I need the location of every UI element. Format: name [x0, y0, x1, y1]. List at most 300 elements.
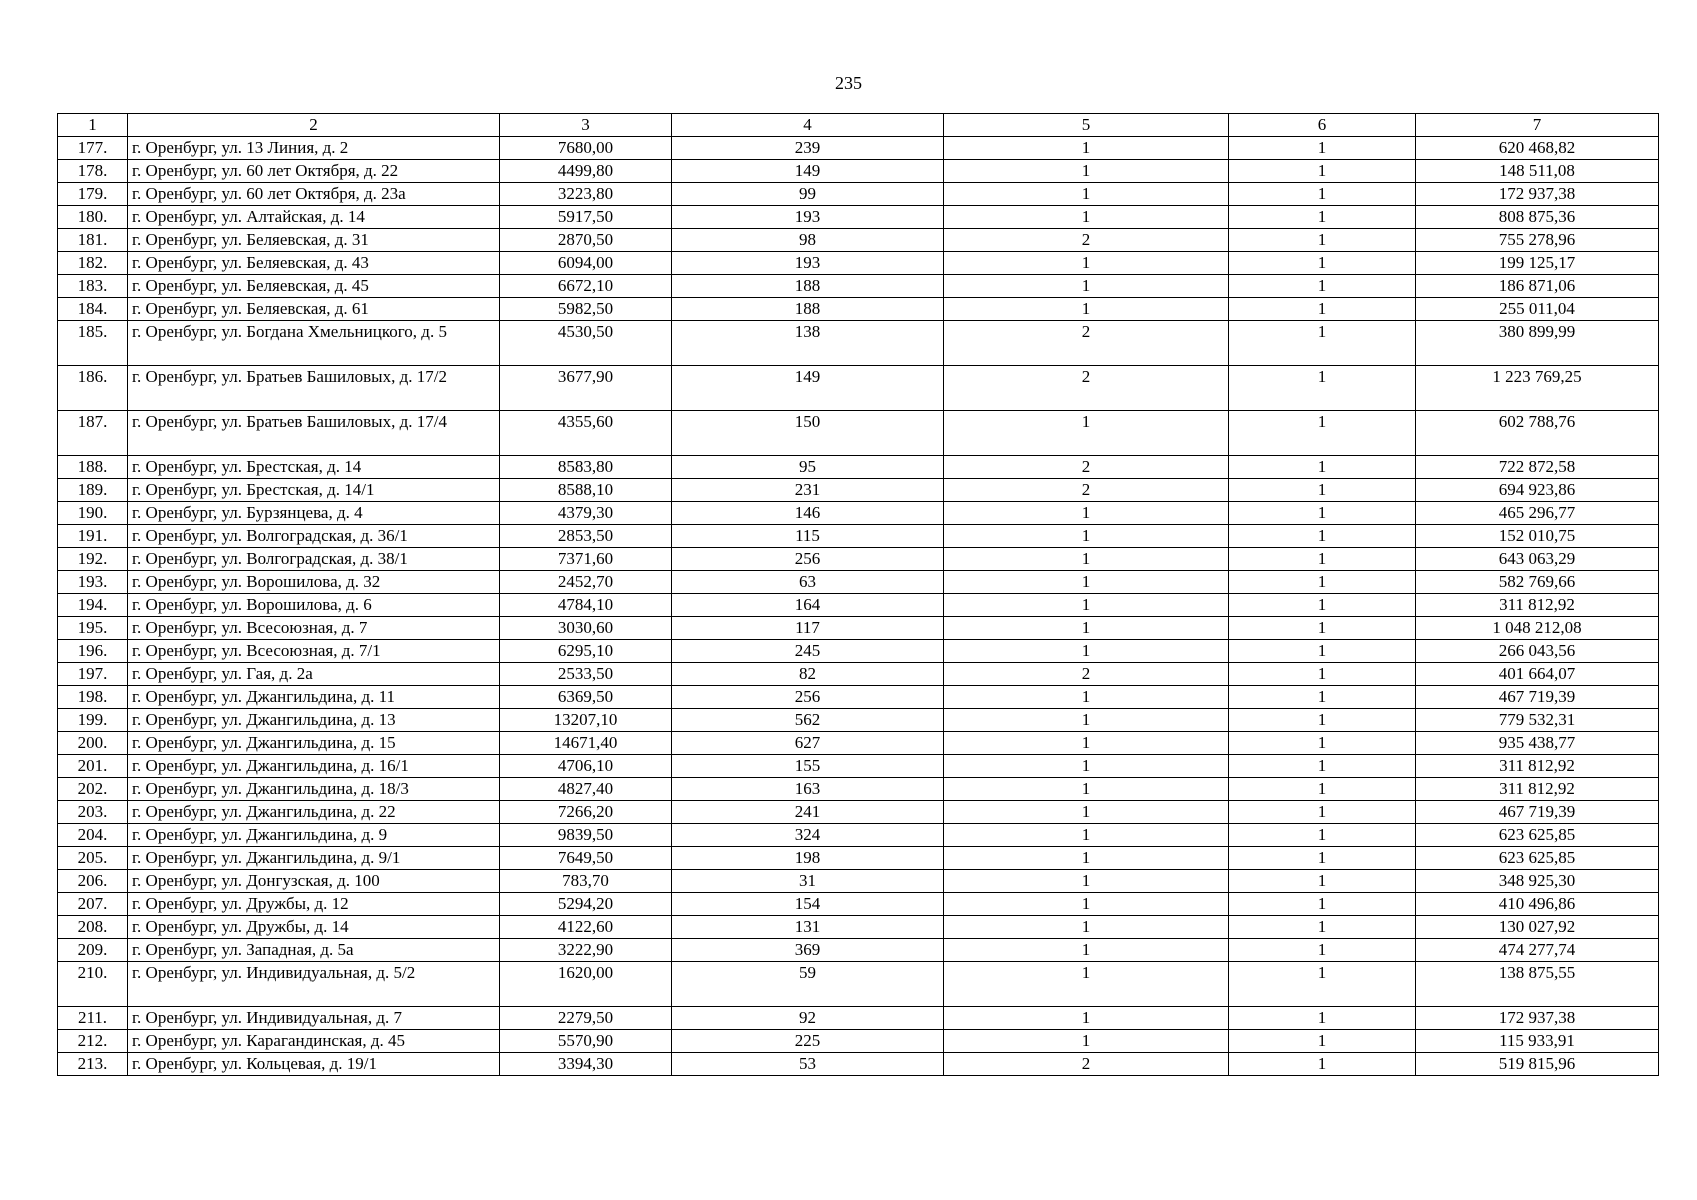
residents-cell: 115 — [672, 525, 944, 548]
address-cell: г. Оренбург, ул. Джангильдина, д. 13 — [128, 709, 500, 732]
area-cell: 4706,10 — [500, 755, 672, 778]
column-5-cell: 2 — [944, 229, 1229, 252]
table-row — [58, 252, 1659, 275]
column-6-cell: 1 — [1229, 778, 1416, 801]
column-5-cell: 1 — [944, 640, 1229, 663]
cost-cell: 311 812,92 — [1416, 755, 1659, 778]
row-number-cell: 179. — [58, 183, 128, 206]
residents-cell: 241 — [672, 801, 944, 824]
residents-cell: 188 — [672, 298, 944, 321]
residents-cell: 324 — [672, 824, 944, 847]
area-cell: 2533,50 — [500, 663, 672, 686]
column-5-cell: 1 — [944, 160, 1229, 183]
address-cell: г. Оренбург, ул. Богдана Хмельницкого, д. 5 — [128, 321, 500, 366]
cost-cell: 1 223 769,25 — [1416, 366, 1659, 411]
residents-cell: 150 — [672, 411, 944, 456]
column-6-cell: 1 — [1229, 206, 1416, 229]
column-6-cell: 1 — [1229, 594, 1416, 617]
address-cell: г. Оренбург, ул. Гая, д. 2а — [128, 663, 500, 686]
address-cell: г. Оренбург, ул. Бурзянцева, д. 4 — [128, 502, 500, 525]
residents-cell: 131 — [672, 916, 944, 939]
column-6-cell: 1 — [1229, 801, 1416, 824]
table-row — [58, 456, 1659, 479]
address-cell: г. Оренбург, ул. Донгузская, д. 100 — [128, 870, 500, 893]
column-6-cell: 1 — [1229, 183, 1416, 206]
address-cell: г. Оренбург, ул. Беляевская, д. 61 — [128, 298, 500, 321]
column-6-cell: 1 — [1229, 1053, 1416, 1076]
column-5-cell: 1 — [944, 137, 1229, 160]
row-number-cell: 177. — [58, 137, 128, 160]
area-cell: 5982,50 — [500, 298, 672, 321]
row-number-cell: 191. — [58, 525, 128, 548]
area-cell: 9839,50 — [500, 824, 672, 847]
column-5-cell: 1 — [944, 183, 1229, 206]
row-number-cell: 201. — [58, 755, 128, 778]
address-cell: г. Оренбург, ул. Джангильдина, д. 22 — [128, 801, 500, 824]
residents-cell: 149 — [672, 160, 944, 183]
area-cell: 2452,70 — [500, 571, 672, 594]
table-body — [58, 137, 1659, 1076]
row-number-cell: 204. — [58, 824, 128, 847]
table-row — [58, 663, 1659, 686]
column-5-cell: 1 — [944, 847, 1229, 870]
area-cell: 7266,20 — [500, 801, 672, 824]
column-header: 4 — [672, 114, 944, 137]
column-5-cell: 2 — [944, 479, 1229, 502]
cost-cell: 138 875,55 — [1416, 962, 1659, 1007]
table-row — [58, 824, 1659, 847]
area-cell: 3030,60 — [500, 617, 672, 640]
column-header: 6 — [1229, 114, 1416, 137]
row-number-cell: 202. — [58, 778, 128, 801]
column-5-cell: 1 — [944, 686, 1229, 709]
table-row — [58, 571, 1659, 594]
column-6-cell: 1 — [1229, 709, 1416, 732]
area-cell: 783,70 — [500, 870, 672, 893]
column-6-cell: 1 — [1229, 870, 1416, 893]
column-5-cell: 2 — [944, 321, 1229, 366]
residents-cell: 98 — [672, 229, 944, 252]
column-5-cell: 1 — [944, 939, 1229, 962]
area-cell: 4379,30 — [500, 502, 672, 525]
row-number-cell: 194. — [58, 594, 128, 617]
column-5-cell: 1 — [944, 801, 1229, 824]
cost-cell: 465 296,77 — [1416, 502, 1659, 525]
cost-cell: 620 468,82 — [1416, 137, 1659, 160]
address-cell: г. Оренбург, ул. Брестская, д. 14/1 — [128, 479, 500, 502]
address-cell: г. Оренбург, ул. Индивидуальная, д. 5/2 — [128, 962, 500, 1007]
area-cell: 7680,00 — [500, 137, 672, 160]
cost-cell: 694 923,86 — [1416, 479, 1659, 502]
row-number-cell: 184. — [58, 298, 128, 321]
column-5-cell: 1 — [944, 571, 1229, 594]
area-cell: 3677,90 — [500, 366, 672, 411]
cost-cell: 722 872,58 — [1416, 456, 1659, 479]
cost-cell: 255 011,04 — [1416, 298, 1659, 321]
address-cell: г. Оренбург, ул. Джангильдина, д. 9/1 — [128, 847, 500, 870]
address-cell: г. Оренбург, ул. Алтайская, д. 14 — [128, 206, 500, 229]
address-cell: г. Оренбург, ул. Ворошилова, д. 6 — [128, 594, 500, 617]
column-6-cell: 1 — [1229, 824, 1416, 847]
column-header: 5 — [944, 114, 1229, 137]
row-number-cell: 187. — [58, 411, 128, 456]
column-6-cell: 1 — [1229, 366, 1416, 411]
cost-cell: 467 719,39 — [1416, 801, 1659, 824]
address-cell: г. Оренбург, ул. Ворошилова, д. 32 — [128, 571, 500, 594]
column-6-cell: 1 — [1229, 732, 1416, 755]
cost-cell: 623 625,85 — [1416, 824, 1659, 847]
column-5-cell: 1 — [944, 298, 1229, 321]
residents-cell: 239 — [672, 137, 944, 160]
column-6-cell: 1 — [1229, 525, 1416, 548]
cost-cell: 602 788,76 — [1416, 411, 1659, 456]
address-cell: г. Оренбург, ул. Беляевская, д. 45 — [128, 275, 500, 298]
cost-cell: 152 010,75 — [1416, 525, 1659, 548]
table-row — [58, 525, 1659, 548]
cost-cell: 643 063,29 — [1416, 548, 1659, 571]
row-number-cell: 197. — [58, 663, 128, 686]
cost-cell: 172 937,38 — [1416, 183, 1659, 206]
residents-cell: 146 — [672, 502, 944, 525]
area-cell: 6295,10 — [500, 640, 672, 663]
cost-cell: 148 511,08 — [1416, 160, 1659, 183]
column-5-cell: 1 — [944, 1007, 1229, 1030]
address-cell: г. Оренбург, ул. Брестская, д. 14 — [128, 456, 500, 479]
area-cell: 2853,50 — [500, 525, 672, 548]
column-5-cell: 1 — [944, 893, 1229, 916]
residents-cell: 231 — [672, 479, 944, 502]
column-5-cell: 2 — [944, 1053, 1229, 1076]
area-cell: 7649,50 — [500, 847, 672, 870]
table-row — [58, 1007, 1659, 1030]
cost-cell: 186 871,06 — [1416, 275, 1659, 298]
cost-cell: 519 815,96 — [1416, 1053, 1659, 1076]
column-5-cell: 1 — [944, 502, 1229, 525]
address-cell: г. Оренбург, ул. Братьев Башиловых, д. 17/4 — [128, 411, 500, 456]
row-number-cell: 181. — [58, 229, 128, 252]
address-cell: г. Оренбург, ул. Западная, д. 5а — [128, 939, 500, 962]
cost-cell: 401 664,07 — [1416, 663, 1659, 686]
residents-cell: 82 — [672, 663, 944, 686]
column-6-cell: 1 — [1229, 939, 1416, 962]
table-row — [58, 479, 1659, 502]
row-number-cell: 193. — [58, 571, 128, 594]
table-row — [58, 778, 1659, 801]
column-5-cell: 1 — [944, 617, 1229, 640]
table-row — [58, 1030, 1659, 1053]
row-number-cell: 183. — [58, 275, 128, 298]
area-cell: 4530,50 — [500, 321, 672, 366]
row-number-cell: 210. — [58, 962, 128, 1007]
area-cell: 6094,00 — [500, 252, 672, 275]
address-cell: г. Оренбург, ул. 13 Линия, д. 2 — [128, 137, 500, 160]
row-number-cell: 188. — [58, 456, 128, 479]
cost-cell: 199 125,17 — [1416, 252, 1659, 275]
column-5-cell: 1 — [944, 824, 1229, 847]
column-5-cell: 1 — [944, 870, 1229, 893]
area-cell: 5917,50 — [500, 206, 672, 229]
column-6-cell: 1 — [1229, 229, 1416, 252]
column-5-cell: 1 — [944, 275, 1229, 298]
table-row — [58, 709, 1659, 732]
column-5-cell: 1 — [944, 709, 1229, 732]
residents-cell: 256 — [672, 548, 944, 571]
column-6-cell: 1 — [1229, 275, 1416, 298]
row-number-cell: 211. — [58, 1007, 128, 1030]
column-6-cell: 1 — [1229, 962, 1416, 1007]
table-row — [58, 870, 1659, 893]
column-6-cell: 1 — [1229, 1030, 1416, 1053]
residents-cell: 256 — [672, 686, 944, 709]
column-5-cell: 2 — [944, 366, 1229, 411]
area-cell: 4827,40 — [500, 778, 672, 801]
area-cell: 7371,60 — [500, 548, 672, 571]
column-6-cell: 1 — [1229, 456, 1416, 479]
column-5-cell: 1 — [944, 525, 1229, 548]
residents-cell: 63 — [672, 571, 944, 594]
column-6-cell: 1 — [1229, 321, 1416, 366]
column-header: 1 — [58, 114, 128, 137]
cost-cell: 266 043,56 — [1416, 640, 1659, 663]
residents-cell: 31 — [672, 870, 944, 893]
residents-cell: 99 — [672, 183, 944, 206]
row-number-cell: 198. — [58, 686, 128, 709]
column-6-cell: 1 — [1229, 137, 1416, 160]
table-row — [58, 893, 1659, 916]
column-5-cell: 1 — [944, 594, 1229, 617]
column-6-cell: 1 — [1229, 663, 1416, 686]
column-5-cell: 1 — [944, 755, 1229, 778]
column-5-cell: 2 — [944, 456, 1229, 479]
table-row — [58, 275, 1659, 298]
housing-register-table — [57, 113, 1659, 1076]
residents-cell: 138 — [672, 321, 944, 366]
table-row — [58, 160, 1659, 183]
address-cell: г. Оренбург, ул. Волгоградская, д. 38/1 — [128, 548, 500, 571]
table-row — [58, 732, 1659, 755]
address-cell: г. Оренбург, ул. Карагандинская, д. 45 — [128, 1030, 500, 1053]
cost-cell: 311 812,92 — [1416, 594, 1659, 617]
column-6-cell: 1 — [1229, 548, 1416, 571]
area-cell: 8583,80 — [500, 456, 672, 479]
row-number-cell: 206. — [58, 870, 128, 893]
residents-cell: 59 — [672, 962, 944, 1007]
cost-cell: 130 027,92 — [1416, 916, 1659, 939]
cost-cell: 474 277,74 — [1416, 939, 1659, 962]
column-6-cell: 1 — [1229, 640, 1416, 663]
address-cell: г. Оренбург, ул. Дружбы, д. 12 — [128, 893, 500, 916]
area-cell: 14671,40 — [500, 732, 672, 755]
column-6-cell: 1 — [1229, 298, 1416, 321]
address-cell: г. Оренбург, ул. Беляевская, д. 31 — [128, 229, 500, 252]
address-cell: г. Оренбург, ул. Всесоюзная, д. 7/1 — [128, 640, 500, 663]
column-5-cell: 1 — [944, 778, 1229, 801]
table-row — [58, 502, 1659, 525]
residents-cell: 193 — [672, 206, 944, 229]
residents-cell: 92 — [672, 1007, 944, 1030]
table-row — [58, 755, 1659, 778]
area-cell: 2279,50 — [500, 1007, 672, 1030]
row-number-cell: 190. — [58, 502, 128, 525]
column-header: 7 — [1416, 114, 1659, 137]
residents-cell: 95 — [672, 456, 944, 479]
table-row — [58, 594, 1659, 617]
column-5-cell: 1 — [944, 411, 1229, 456]
table-row — [58, 366, 1659, 411]
row-number-cell: 180. — [58, 206, 128, 229]
column-number-row — [58, 114, 1659, 137]
residents-cell: 627 — [672, 732, 944, 755]
residents-cell: 164 — [672, 594, 944, 617]
residents-cell: 245 — [672, 640, 944, 663]
address-cell: г. Оренбург, ул. Братьев Башиловых, д. 17/2 — [128, 366, 500, 411]
cost-cell: 172 937,38 — [1416, 1007, 1659, 1030]
area-cell: 6369,50 — [500, 686, 672, 709]
area-cell: 5294,20 — [500, 893, 672, 916]
area-cell: 2870,50 — [500, 229, 672, 252]
table-row — [58, 1053, 1659, 1076]
cost-cell: 935 438,77 — [1416, 732, 1659, 755]
table-row — [58, 939, 1659, 962]
address-cell: г. Оренбург, ул. 60 лет Октября, д. 22 — [128, 160, 500, 183]
column-6-cell: 1 — [1229, 847, 1416, 870]
cost-cell: 348 925,30 — [1416, 870, 1659, 893]
area-cell: 1620,00 — [500, 962, 672, 1007]
address-cell: г. Оренбург, ул. Джангильдина, д. 9 — [128, 824, 500, 847]
area-cell: 5570,90 — [500, 1030, 672, 1053]
column-5-cell: 1 — [944, 962, 1229, 1007]
area-cell: 4499,80 — [500, 160, 672, 183]
column-6-cell: 1 — [1229, 411, 1416, 456]
area-cell: 3223,80 — [500, 183, 672, 206]
table-row — [58, 411, 1659, 456]
column-6-cell: 1 — [1229, 916, 1416, 939]
address-cell: г. Оренбург, ул. Волгоградская, д. 36/1 — [128, 525, 500, 548]
address-cell: г. Оренбург, ул. Всесоюзная, д. 7 — [128, 617, 500, 640]
column-5-cell: 1 — [944, 1030, 1229, 1053]
address-cell: г. Оренбург, ул. Кольцевая, д. 19/1 — [128, 1053, 500, 1076]
column-header: 3 — [500, 114, 672, 137]
row-number-cell: 207. — [58, 893, 128, 916]
table-row — [58, 321, 1659, 366]
table-row — [58, 801, 1659, 824]
column-6-cell: 1 — [1229, 1007, 1416, 1030]
cost-cell: 808 875,36 — [1416, 206, 1659, 229]
cost-cell: 467 719,39 — [1416, 686, 1659, 709]
area-cell: 13207,10 — [500, 709, 672, 732]
column-5-cell: 1 — [944, 732, 1229, 755]
table-row — [58, 298, 1659, 321]
row-number-cell: 189. — [58, 479, 128, 502]
address-cell: г. Оренбург, ул. Джангильдина, д. 15 — [128, 732, 500, 755]
row-number-cell: 205. — [58, 847, 128, 870]
area-cell: 4355,60 — [500, 411, 672, 456]
cost-cell: 1 048 212,08 — [1416, 617, 1659, 640]
table-row — [58, 847, 1659, 870]
address-cell: г. Оренбург, ул. Дружбы, д. 14 — [128, 916, 500, 939]
table-row — [58, 617, 1659, 640]
column-5-cell: 1 — [944, 548, 1229, 571]
row-number-cell: 203. — [58, 801, 128, 824]
residents-cell: 163 — [672, 778, 944, 801]
cost-cell: 311 812,92 — [1416, 778, 1659, 801]
address-cell: г. Оренбург, ул. Джангильдина, д. 18/3 — [128, 778, 500, 801]
row-number-cell: 178. — [58, 160, 128, 183]
table-row — [58, 916, 1659, 939]
area-cell: 4122,60 — [500, 916, 672, 939]
residents-cell: 155 — [672, 755, 944, 778]
row-number-cell: 195. — [58, 617, 128, 640]
row-number-cell: 196. — [58, 640, 128, 663]
residents-cell: 117 — [672, 617, 944, 640]
address-cell: г. Оренбург, ул. Джангильдина, д. 11 — [128, 686, 500, 709]
cost-cell: 755 278,96 — [1416, 229, 1659, 252]
cost-cell: 582 769,66 — [1416, 571, 1659, 594]
residents-cell: 198 — [672, 847, 944, 870]
cost-cell: 779 532,31 — [1416, 709, 1659, 732]
row-number-cell: 182. — [58, 252, 128, 275]
table-row — [58, 640, 1659, 663]
column-6-cell: 1 — [1229, 252, 1416, 275]
row-number-cell: 208. — [58, 916, 128, 939]
cost-cell: 115 933,91 — [1416, 1030, 1659, 1053]
row-number-cell: 212. — [58, 1030, 128, 1053]
residents-cell: 369 — [672, 939, 944, 962]
row-number-cell: 192. — [58, 548, 128, 571]
area-cell: 8588,10 — [500, 479, 672, 502]
residents-cell: 193 — [672, 252, 944, 275]
residents-cell: 562 — [672, 709, 944, 732]
table-row — [58, 962, 1659, 1007]
row-number-cell: 200. — [58, 732, 128, 755]
address-cell: г. Оренбург, ул. 60 лет Октября, д. 23а — [128, 183, 500, 206]
table-row — [58, 686, 1659, 709]
table-row — [58, 137, 1659, 160]
column-6-cell: 1 — [1229, 160, 1416, 183]
column-6-cell: 1 — [1229, 571, 1416, 594]
area-cell: 3222,90 — [500, 939, 672, 962]
row-number-cell: 213. — [58, 1053, 128, 1076]
column-6-cell: 1 — [1229, 502, 1416, 525]
column-5-cell: 1 — [944, 206, 1229, 229]
residents-cell: 53 — [672, 1053, 944, 1076]
area-cell: 6672,10 — [500, 275, 672, 298]
address-cell: г. Оренбург, ул. Джангильдина, д. 16/1 — [128, 755, 500, 778]
column-header: 2 — [128, 114, 500, 137]
row-number-cell: 209. — [58, 939, 128, 962]
row-number-cell: 185. — [58, 321, 128, 366]
column-5-cell: 2 — [944, 663, 1229, 686]
area-cell: 3394,30 — [500, 1053, 672, 1076]
row-number-cell: 199. — [58, 709, 128, 732]
row-number-cell: 186. — [58, 366, 128, 411]
column-6-cell: 1 — [1229, 617, 1416, 640]
table-row — [58, 229, 1659, 252]
column-6-cell: 1 — [1229, 755, 1416, 778]
residents-cell: 154 — [672, 893, 944, 916]
column-5-cell: 1 — [944, 916, 1229, 939]
table-row — [58, 548, 1659, 571]
residents-cell: 225 — [672, 1030, 944, 1053]
page-number: 235 — [835, 73, 862, 93]
residents-cell: 149 — [672, 366, 944, 411]
column-6-cell: 1 — [1229, 893, 1416, 916]
address-cell: г. Оренбург, ул. Беляевская, д. 43 — [128, 252, 500, 275]
table-row — [58, 206, 1659, 229]
column-6-cell: 1 — [1229, 686, 1416, 709]
column-6-cell: 1 — [1229, 479, 1416, 502]
area-cell: 4784,10 — [500, 594, 672, 617]
